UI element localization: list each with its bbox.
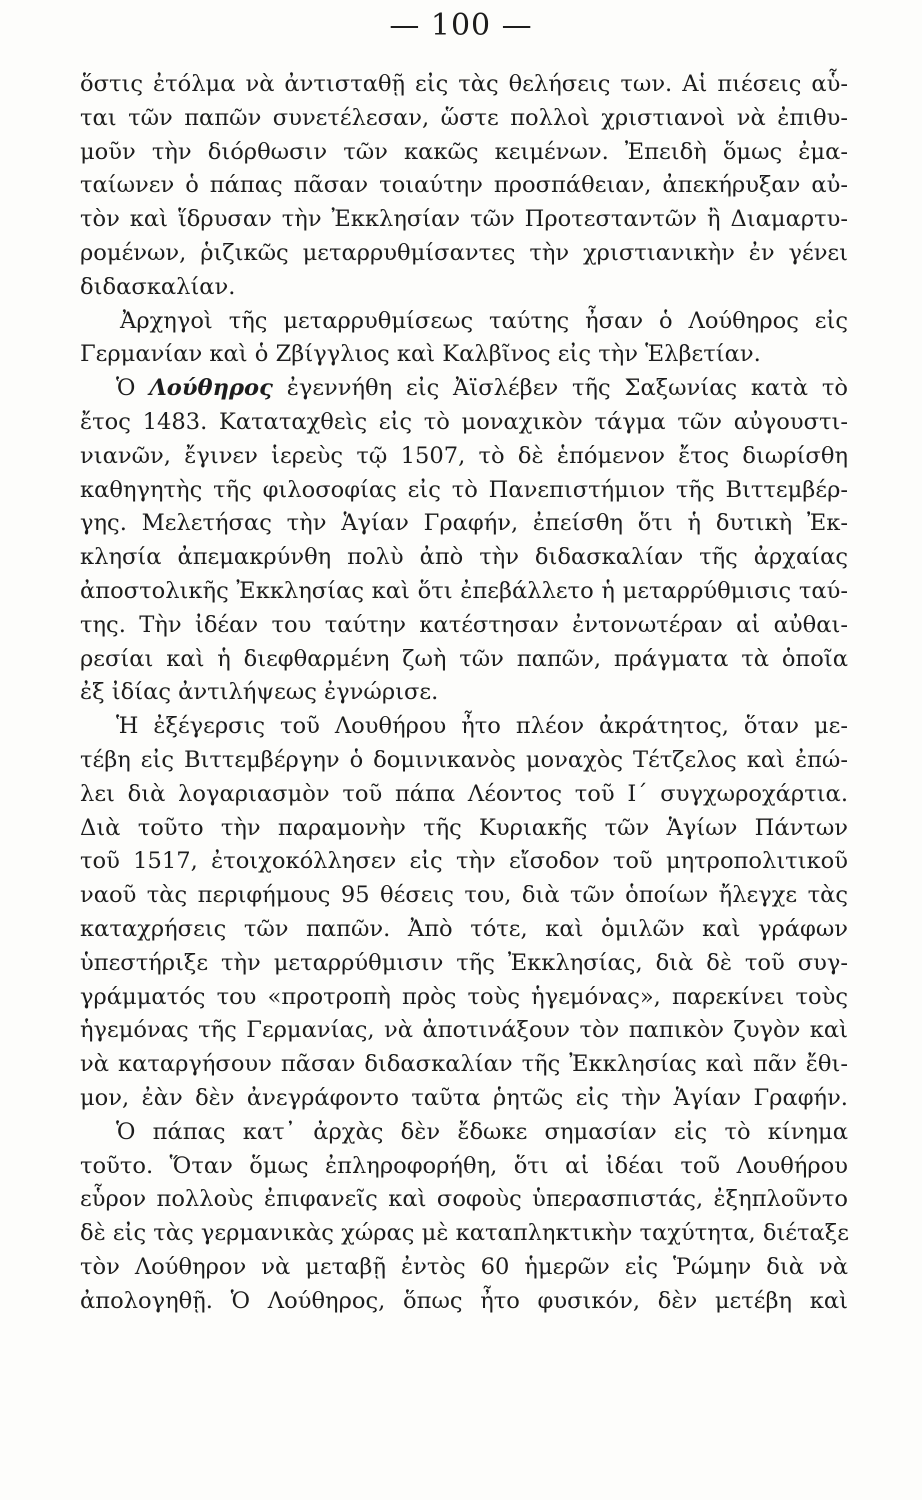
text-line: τοῦ 1517, ἐτοιχοκόλλησεν εἰς τὴν εἴσοδον τοῦ μητροπολιτικοῦ [80,848,848,875]
text-line: γράμματός του «προτροπὴ πρὸς τοὺς ἡγεμόνας», παρεκίνει τοὺς [80,983,848,1010]
text-line: ἀπολογηθῇ. Ὁ Λούθηρος, ὅπως ἦτο φυσικόν, δὲν μετέβη καὶ [80,1287,848,1314]
text-line: καθηγητὴς τῆς φιλοσοφίας εἰς τὸ Πανεπιστήμιον τῆς Βιττεμβέρ- [80,476,848,503]
text-line: μον, ἐὰν δὲν ἀνεγράφοντο ταῦτα ῥητῶς εἰς τὴν Ἁγίαν Γραφήν. [80,1084,848,1111]
text-line: γης. Μελετήσας τὴν Ἁγίαν Γραφήν, ἐπείσθη ὅτι ἡ δυτικὴ Ἐκ- [80,510,848,537]
text-line: Ὁ Λούθηρος ἐγεννήθη εἰς Ἀϊσλέβεν τῆς Σαξωνίας κατὰ τὸ [116,375,848,402]
body-text [80,68,848,1318]
text-line: ρομένων, ῥιζικῶς μεταρρυθμίσαντες τὴν χριστιανικὴν ἐν γένει [80,239,848,266]
emphasized-name: Λούθηρος [149,375,273,402]
text-line: Ἡ ἐξέγερσις τοῦ Λουθήρου ἦτο πλέον ἀκράτητος, ὅταν με- [116,713,848,740]
text-line: εὗρον πολλοὺς ἐπιφανεῖς καὶ σοφοὺς ὑπερασπιστάς, ἐξηπλοῦντο [80,1186,848,1213]
text-line: Ὁ πάπας κατ᾽ ἀρχὰς δὲν ἔδωκε σημασίαν εἰς τὸ κίνημα [116,1118,848,1145]
text-line: ἐξ ἰδίας ἀντιλήψεως ἐγνώρισε. [80,679,439,706]
text-line: διδασκαλίαν. [80,273,236,300]
page-number: — 100 — [389,8,533,43]
text-line: ἀποστολικῆς Ἐκκλησίας καὶ ὅτι ἐπεβάλλετο ἡ μεταρρύθμισις ταύ- [80,577,848,604]
text-line: κλησία ἀπεμακρύνθη πολὺ ἀπὸ τὴν διδασκαλίαν τῆς ἀρχαίας [80,544,848,571]
text-line: Διὰ τοῦτο τὴν παραμονὴν τῆς Κυριακῆς τῶν Ἁγίων Πάντων [80,814,848,841]
text-line: ἡγεμόνας τῆς Γερμανίας, νὰ ἀποτινάξουν τὸν παπικὸν ζυγὸν καὶ [80,1017,848,1044]
text-line: καταχρήσεις τῶν παπῶν. Ἀπὸ τότε, καὶ ὁμιλῶν καὶ γράφων [80,915,848,942]
text-line: ται τῶν παπῶν συνετέλεσαν, ὥστε πολλοὶ χριστιανοὶ νὰ ἐπιθυ- [80,104,848,131]
text-line: της. Τὴν ἰδέαν του ταύτην κατέστησαν ἐντονωτέραν αἱ αὐθαι- [80,611,848,638]
text-line: νὰ καταργήσουν πᾶσαν διδασκαλίαν τῆς Ἐκκλησίας καὶ πᾶν ἔθι- [80,1051,848,1078]
text-line: Ἀρχηγοὶ τῆς μεταρρυθμίσεως ταύτης ἦσαν ὁ Λούθηρος εἰς [120,307,848,334]
text-line: τέβη εἰς Βιττεμβέργην ὁ δομινικανὸς μοναχὸς Τέτζελος καὶ ἐπώ- [80,746,848,773]
text-line: ἔτος 1483. Καταταχθεὶς εἰς τὸ μοναχικὸν τάγμα τῶν αὐγουστι- [80,408,848,435]
text-line: τοῦτο. Ὅταν ὅμως ἐπληροφορήθη, ὅτι αἱ ἰδέαι τοῦ Λουθήρου [80,1152,848,1179]
text-line: τὸν Λούθηρον νὰ μεταβῇ ἐντὸς 60 ἡμερῶν εἰς Ῥώμην διὰ νὰ [80,1253,848,1280]
text-line: ταίωνεν ὁ πάπας πᾶσαν τοιαύτην προσπάθειαν, ἀπεκήρυξαν αὐ- [80,172,848,199]
text-line: Γερμανίαν καὶ ὁ Ζβίγγλιος καὶ Καλβῖνος εἰς τὴν Ἑλβετίαν. [80,341,761,368]
text-line: ναοῦ τὰς περιφήμους 95 θέσεις του, διὰ τῶν ὁποίων ἤλεγχε τὰς [80,882,848,909]
text-line: νιανῶν, ἔγινεν ἱερεὺς τῷ 1507, τὸ δὲ ἑπόμενον ἔτος διωρίσθη [80,442,848,469]
text-line: τὸν καὶ ἵδρυσαν τὴν Ἐκκλησίαν τῶν Προτεσταντῶν ἢ Διαμαρτυ- [80,206,848,233]
text-line: ρεσίαι καὶ ἡ διεφθαρμένη ζωὴ τῶν παπῶν, πράγματα τὰ ὁποῖα [80,645,848,672]
text-line: δὲ εἰς τὰς γερμανικὰς χώρας μὲ καταπληκτικὴν ταχύτητα, διέταξε [80,1220,849,1247]
text-line: μοῦν τὴν διόρθωσιν τῶν κακῶς κειμένων. Ἐπειδὴ ὅμως ἐμα- [80,138,848,165]
text-line: ὅστις ἐτόλμα νὰ ἀντισταθῇ εἰς τὰς θελήσεις των. Αἱ πιέσεις αὗ- [80,71,848,97]
text-line: λει διὰ λογαριασμὸν τοῦ πάπα Λέοντος τοῦ Ι΄ συγχωροχάρτια. [80,780,848,807]
text-line: ὑπεστήριξε τὴν μεταρρύθμισιν τῆς Ἐκκλησίας, διὰ δὲ τοῦ συγ- [80,949,848,976]
